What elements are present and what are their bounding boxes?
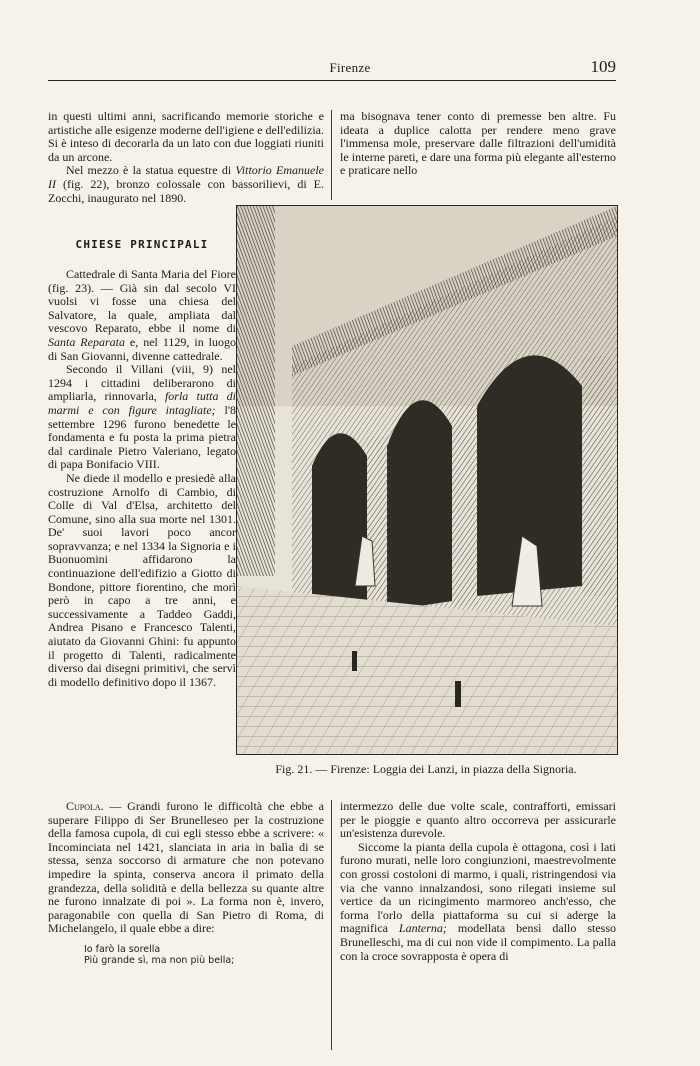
verse-line: Io farò la sorella — [84, 943, 161, 955]
quotation-verse — [84, 944, 324, 966]
figure-caption: Fig. 21. — Firenze: Loggia dei Lanzi, in piazza della Signoria. — [275, 762, 577, 776]
loggia-dei-lanzi-engraving — [236, 205, 618, 755]
paragraph-statue — [48, 164, 324, 205]
page-number: 109 — [590, 57, 616, 76]
verse-line: Più grande sì, ma non più bella; — [84, 954, 235, 966]
column-divider-top — [331, 110, 332, 200]
text: Secondo il Villani (viii, 9) nel 1294 i cittadini deliberarono di ampliarla, rinnovarla, — [48, 362, 236, 404]
section-heading: CHIESE PRINCIPALI — [75, 238, 209, 251]
paragraph-octagon — [340, 841, 616, 963]
paragraph-villani — [48, 363, 236, 472]
italic-text: Lanterna; — [398, 921, 447, 936]
italic-text: forla tutta di marmi e con figure intagliate; — [48, 389, 236, 417]
paragraph-piazza — [48, 110, 324, 164]
text: e, nel 1129, in luogo di San Giovanni, divenne cattedrale. — [48, 334, 236, 363]
paragraph-cupola — [48, 800, 324, 936]
paragraph-arnolfo: Ne diede il modello e presiedè alla costruzione Arnolfo di Cambio, di Colle di Val d'Elsa, architetto del Comune, sino alla sua morte nel 1301. De' suoi lavori poco ancor sopravvanza; e nel 1334 la Signoria e i Buonuomini affidarono la continuazione dell'edifizio a Giotto di Bondone, pittore fiorentino, che morì però in capo a tre anni, e successivamente a Taddeo Gaddi, Andrea Pisano e Francesco Talenti, aiutato da Giovanni Ghini: fu appunto il progetto di Talenti, radicalmente diverso dai disegni primitivi, che servì di modello definitivo dopo il 1367. — [48, 470, 236, 689]
text: (fig. 23). — Già sin dal secolo VI vuolsi vi fosse una chiesa del Salvatore, la quale, ampliata dal vescovo Reparato, ebbe il nome di — [48, 280, 236, 336]
running-header-title: Firenze — [329, 60, 371, 75]
column-cupola — [48, 800, 324, 966]
header-rule — [48, 80, 616, 81]
text: l'8 settembre 1296 furono benedette le fondamenta e fu posta la prima pietra dal cardinale Pietro Valeriano, legato di papa Bonifacio VIII. — [48, 402, 236, 472]
engraving-image — [237, 206, 617, 754]
paragraph-calotta: ma bisognava tener conto di premesse ben altre. Fu ideata a duplice calotta per rendere meno grave l'immensa mole, preservare dalle filtrazioni dell'umidità le interne pareti, e dare una forma più elegante all'esterno e praticare nello — [340, 109, 616, 178]
text: (fig. 22), bronzo colossale con bassorilievi, di E. Zocchi, inaugurato nel 1890. — [48, 176, 324, 205]
text: Nel mezzo è la statua equestre di — [66, 163, 236, 178]
text: Siccome la pianta della cupola è ottagona, così i lati furono murati, nelle loro congiunzioni, maestrevolmente con grossi costoloni di marmo, i quali, ristringendosi via via che vanno innalzandosi, sono rilegati insieme sul vertice da un ricingimento marmoreo anch'esso, che forma l'orlo della piattaforma su cui si aderge la magnifica — [340, 839, 616, 936]
italic-text: Santa Reparata — [48, 334, 125, 349]
column-top-right — [340, 110, 616, 178]
column-cathedral — [48, 268, 236, 689]
cupola-label: Cupola. — [66, 799, 104, 813]
paragraph-cathedral-intro — [48, 268, 236, 363]
statue-name: Vittorio Emanuele II — [48, 163, 324, 191]
text: in questi ultimi anni, sacrificando memorie storiche e artistiche alle esigenze moderne dell'igiene e dell'edilizia. Si è inteso di decorarla da un lato con due loggiati riuniti da un arcone. — [48, 109, 324, 164]
column-divider-bottom — [331, 800, 332, 1050]
paragraph-intermezzo: intermezzo delle due volte scale, contrafforti, emissari per le pioggie e quanto altro occorreva per assicurarle un'esistenza durevole. — [340, 799, 616, 841]
column-top-left — [48, 110, 324, 205]
text: modellata bensì dallo stesso Brunelleschi, ma di cui non vide il compimento. La palla con la croce sovrapposta è opera di — [340, 921, 616, 963]
cathedral-title: Cattedrale di Santa Maria del Fiore — [66, 267, 236, 281]
column-bottom-right — [340, 800, 616, 963]
text: — Grandi furono le difficoltà che ebbe a superare Filippo di Ser Brunelleseo per la costruzione della famosa cupola, di cui egli stesso ebbe a scrivere: « Incominciata nel 1421, slanciata in aria in balìa di se stessa, senza soccorso di armature che non potevano impedire la spinta, conserva ancora il primato della grandezza, della solidità e della bellezza su quante altre ne furono innalzate di poi ». La forma non è, invero, paragonabile con quella di San Pietro di Roma, di Michelangelo, il quale ebbe a dire: — [48, 799, 324, 936]
